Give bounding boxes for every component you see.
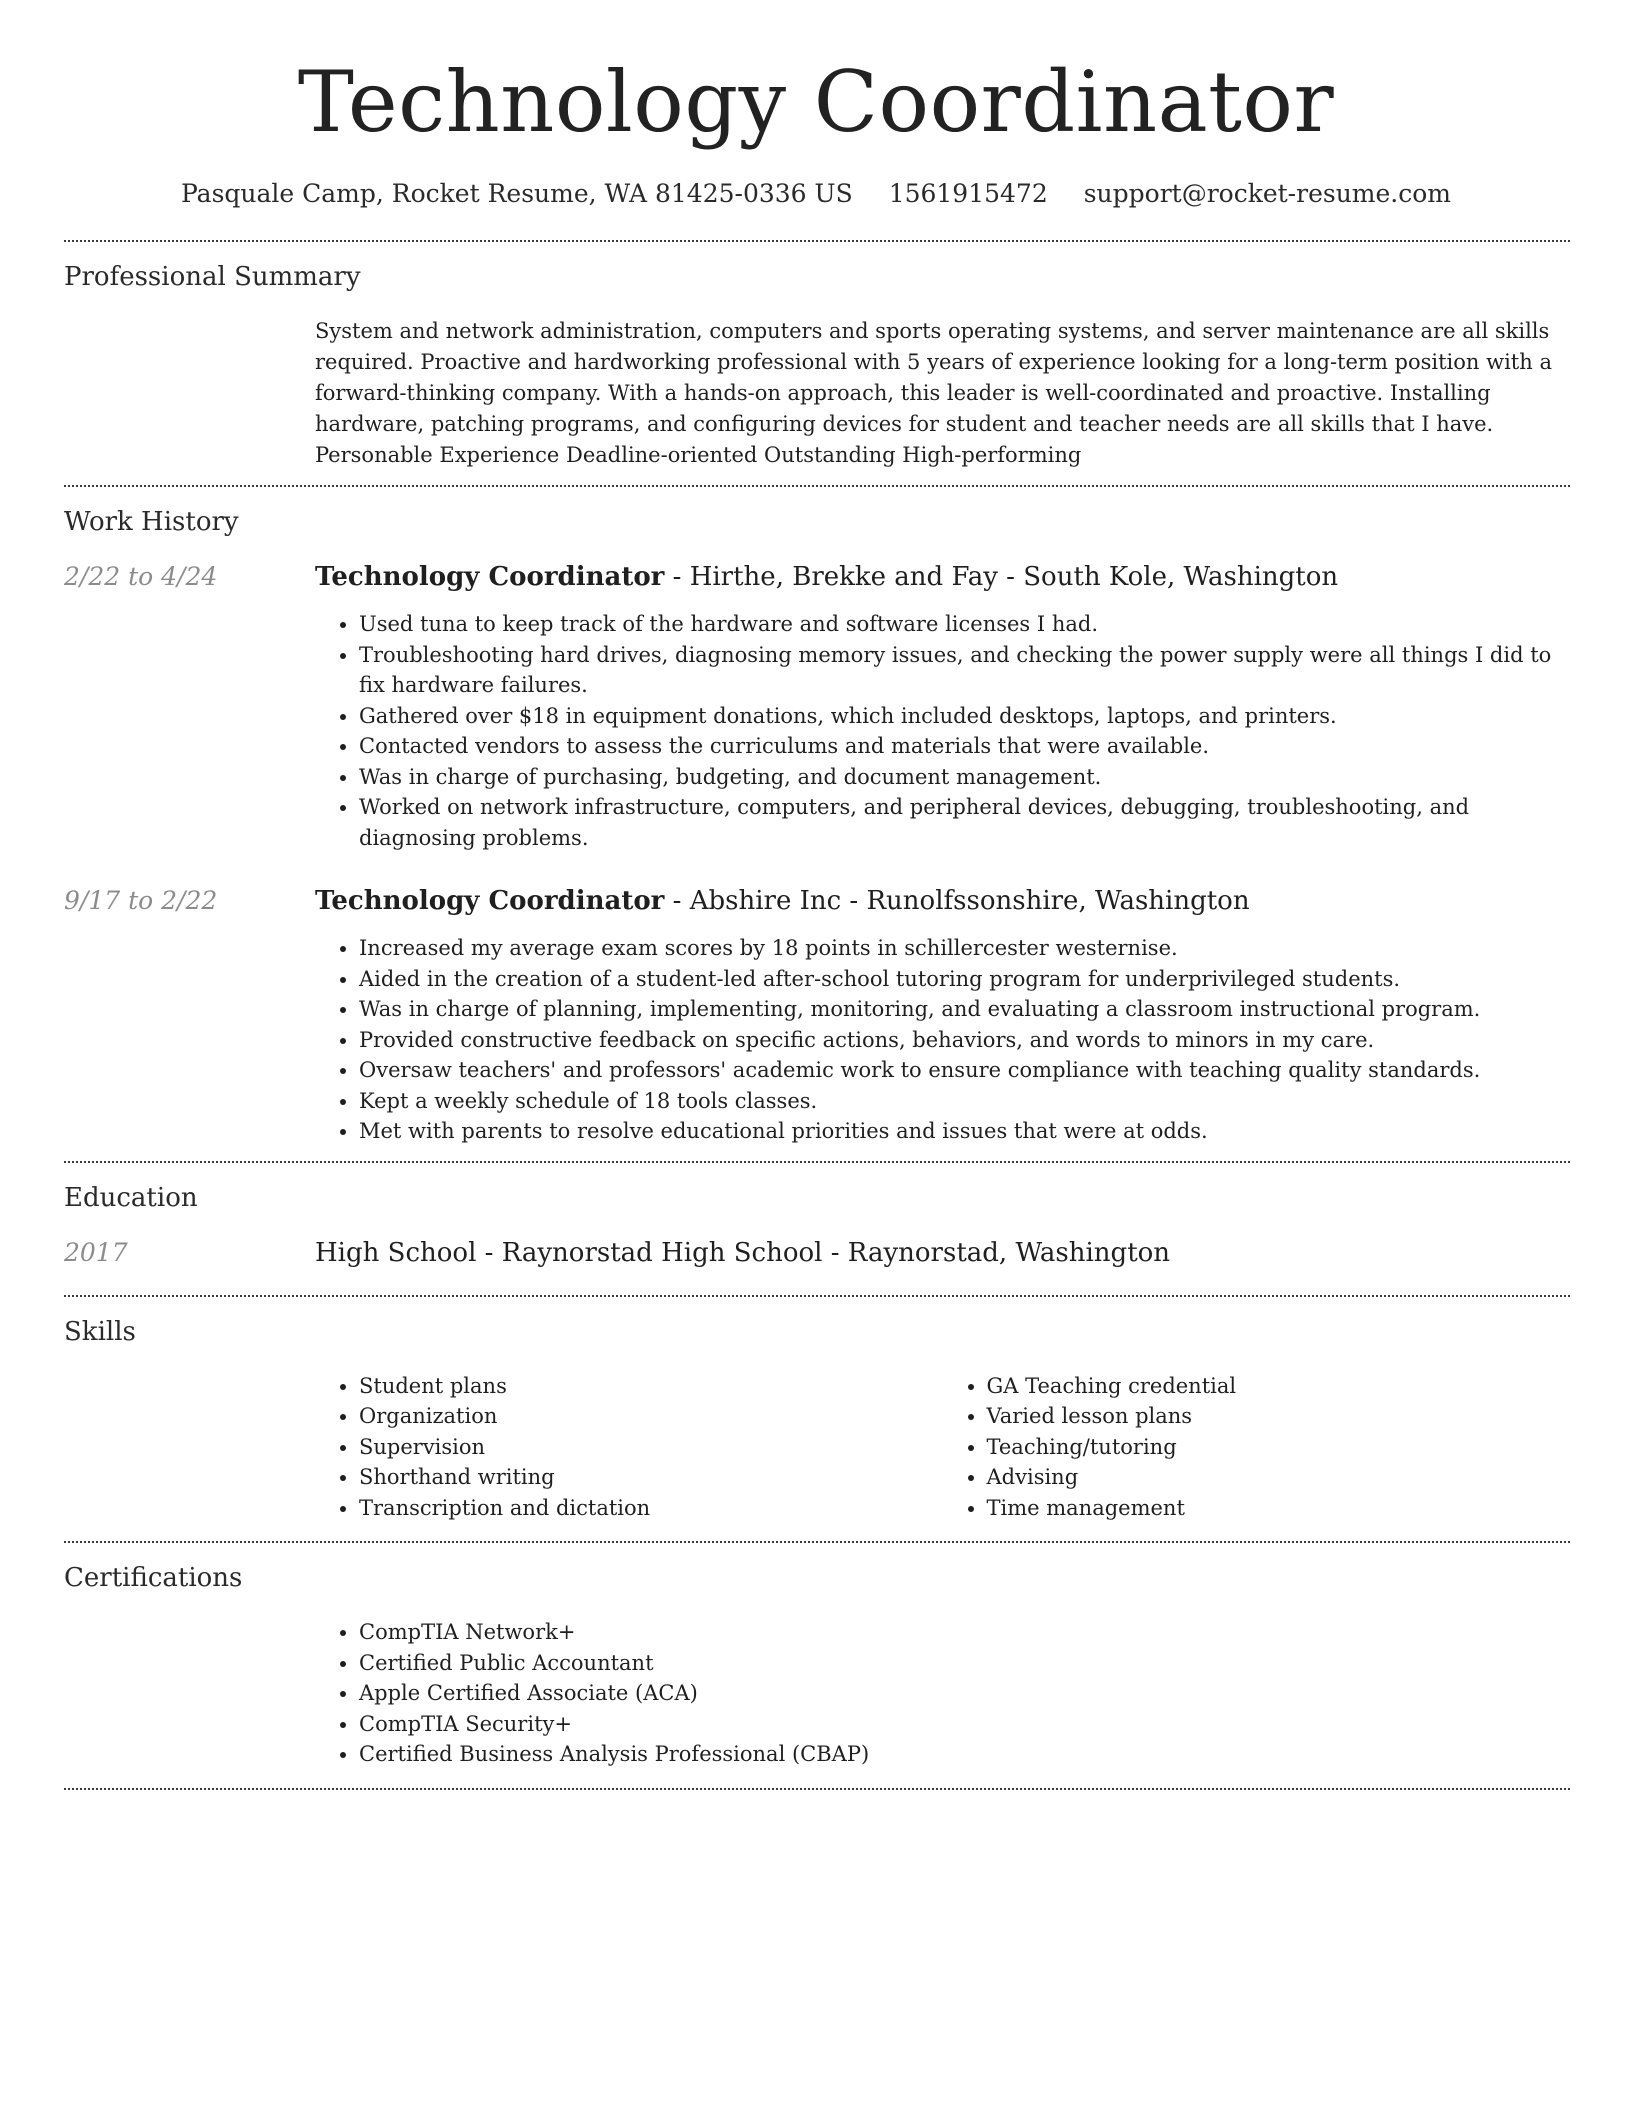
job-title bbox=[315, 885, 1570, 917]
certification-item: • Certified Public Accountant bbox=[359, 1648, 1570, 1679]
summary-heading: Professional Summary bbox=[64, 262, 361, 292]
job-dates: 9/17 to 2/22 bbox=[64, 886, 218, 915]
certifications-list bbox=[315, 1617, 1570, 1770]
certifications-section bbox=[64, 1541, 1570, 1788]
summary-section bbox=[64, 240, 1570, 485]
job-bullet: • Troubleshooting hard drives, diagnosing memory issues, and checking the power supply were all things I did to fix hardware failures. bbox=[359, 640, 1570, 701]
skill-item: • Varied lesson plans bbox=[987, 1401, 1571, 1432]
certification-item: • Apple Certified Associate (ACA) bbox=[359, 1678, 1570, 1709]
closing-divider bbox=[64, 1788, 1570, 1790]
resume-body bbox=[64, 240, 1570, 1790]
job-details: - Abshire Inc - Runolfssonshire, Washington bbox=[664, 886, 1250, 916]
work-history-section bbox=[64, 485, 1570, 1147]
skill-item: • Organization bbox=[359, 1401, 943, 1432]
job-bullet: • Worked on network infrastructure, computers, and peripheral devices, debugging, troubleshooting, and diagnosing problems. bbox=[359, 792, 1570, 853]
job-bullet: • Gathered over $18 in equipment donations, which included desktops, laptops, and printers. bbox=[359, 701, 1570, 732]
job-bullet: • Increased my average exam scores by 18 points in schillercester westernise. bbox=[359, 933, 1570, 964]
job-bullet: • Kept a weekly schedule of 18 tools classes. bbox=[359, 1086, 1570, 1117]
skill-item: • Time management bbox=[987, 1493, 1571, 1524]
job-bullet: • Was in charge of purchasing, budgeting, and document management. bbox=[359, 762, 1570, 793]
job-bullet: • Used tuna to keep track of the hardware and software licenses I had. bbox=[359, 609, 1570, 640]
job-bullet: • Was in charge of planning, implementing, monitoring, and evaluating a classroom instructional program. bbox=[359, 994, 1570, 1025]
skill-item: • Student plans bbox=[359, 1371, 943, 1402]
job-role: Technology Coordinator bbox=[315, 562, 665, 592]
certifications-heading: Certifications bbox=[64, 1563, 243, 1593]
education-entry: High School - Raynorstad High School - Raynorstad, Washington bbox=[315, 1237, 1171, 1268]
job-details: - Hirthe, Brekke and Fay - South Kole, Washington bbox=[664, 562, 1339, 592]
summary-text: System and network administration, computers and sports operating systems, and server maintenance are all skills required. Proactive and hardworking professional with 5 years of experience looking for a long-term position with a forward-thinking company. With a hands-on approach, this leader is well-coordinated and proactive. Installing hardware, patching programs, and configuring devices for student and teacher needs are all skills that I have. Personable Experience Deadline-oriented Outstanding High-performing bbox=[315, 319, 1552, 467]
certification-item: • CompTIA Network+ bbox=[359, 1617, 1570, 1648]
job-bullets bbox=[315, 933, 1570, 1147]
contact-email: support@rocket-resume.com bbox=[1083, 179, 1452, 208]
skill-item: • GA Teaching credential bbox=[987, 1371, 1571, 1402]
contact-line bbox=[0, 178, 1632, 210]
job-bullet: • Oversaw teachers' and professors' academic work to ensure compliance with teaching quality standards. bbox=[359, 1055, 1570, 1086]
skill-item: • Advising bbox=[987, 1462, 1571, 1493]
job-dates: 2/22 to 4/24 bbox=[64, 562, 218, 591]
contact-phone: 1561915472 bbox=[888, 179, 1048, 208]
job-bullet: • Aided in the creation of a student-led after-school tutoring program for underprivileged students. bbox=[359, 964, 1570, 995]
education-section bbox=[64, 1161, 1570, 1295]
job-role: Technology Coordinator bbox=[315, 886, 665, 916]
skill-item: • Supervision bbox=[359, 1432, 943, 1463]
skills-section bbox=[64, 1295, 1570, 1542]
education-year: 2017 bbox=[64, 1237, 128, 1267]
job-bullet: • Contacted vendors to assess the curriculums and materials that were available. bbox=[359, 731, 1570, 762]
certification-item: • CompTIA Security+ bbox=[359, 1709, 1570, 1740]
job-entry bbox=[64, 885, 1570, 1147]
skill-item: • Teaching/tutoring bbox=[987, 1432, 1571, 1463]
job-bullet: • Met with parents to resolve educational priorities and issues that were at odds. bbox=[359, 1116, 1570, 1147]
job-entry bbox=[64, 561, 1570, 853]
resume-title: Technology Coordinator bbox=[297, 53, 1335, 151]
skill-item: • Shorthand writing bbox=[359, 1462, 943, 1493]
job-bullets bbox=[315, 609, 1570, 853]
job-title bbox=[315, 561, 1570, 593]
skill-item: • Transcription and dictation bbox=[359, 1493, 943, 1524]
education-heading: Education bbox=[64, 1182, 198, 1213]
resume-header bbox=[0, 0, 1632, 210]
certification-item: • Certified Business Analysis Professional (CBAP) bbox=[359, 1739, 1570, 1770]
job-bullet: • Provided constructive feedback on specific actions, behaviors, and words to minors in my care. bbox=[359, 1025, 1570, 1056]
contact-address: Pasquale Camp, Rocket Resume, WA 81425-0336 US bbox=[180, 179, 853, 208]
skills-list-left bbox=[315, 1371, 943, 1524]
skills-list-right bbox=[943, 1371, 1571, 1524]
skills-heading: Skills bbox=[64, 1316, 136, 1347]
work-history-heading: Work History bbox=[64, 507, 239, 537]
